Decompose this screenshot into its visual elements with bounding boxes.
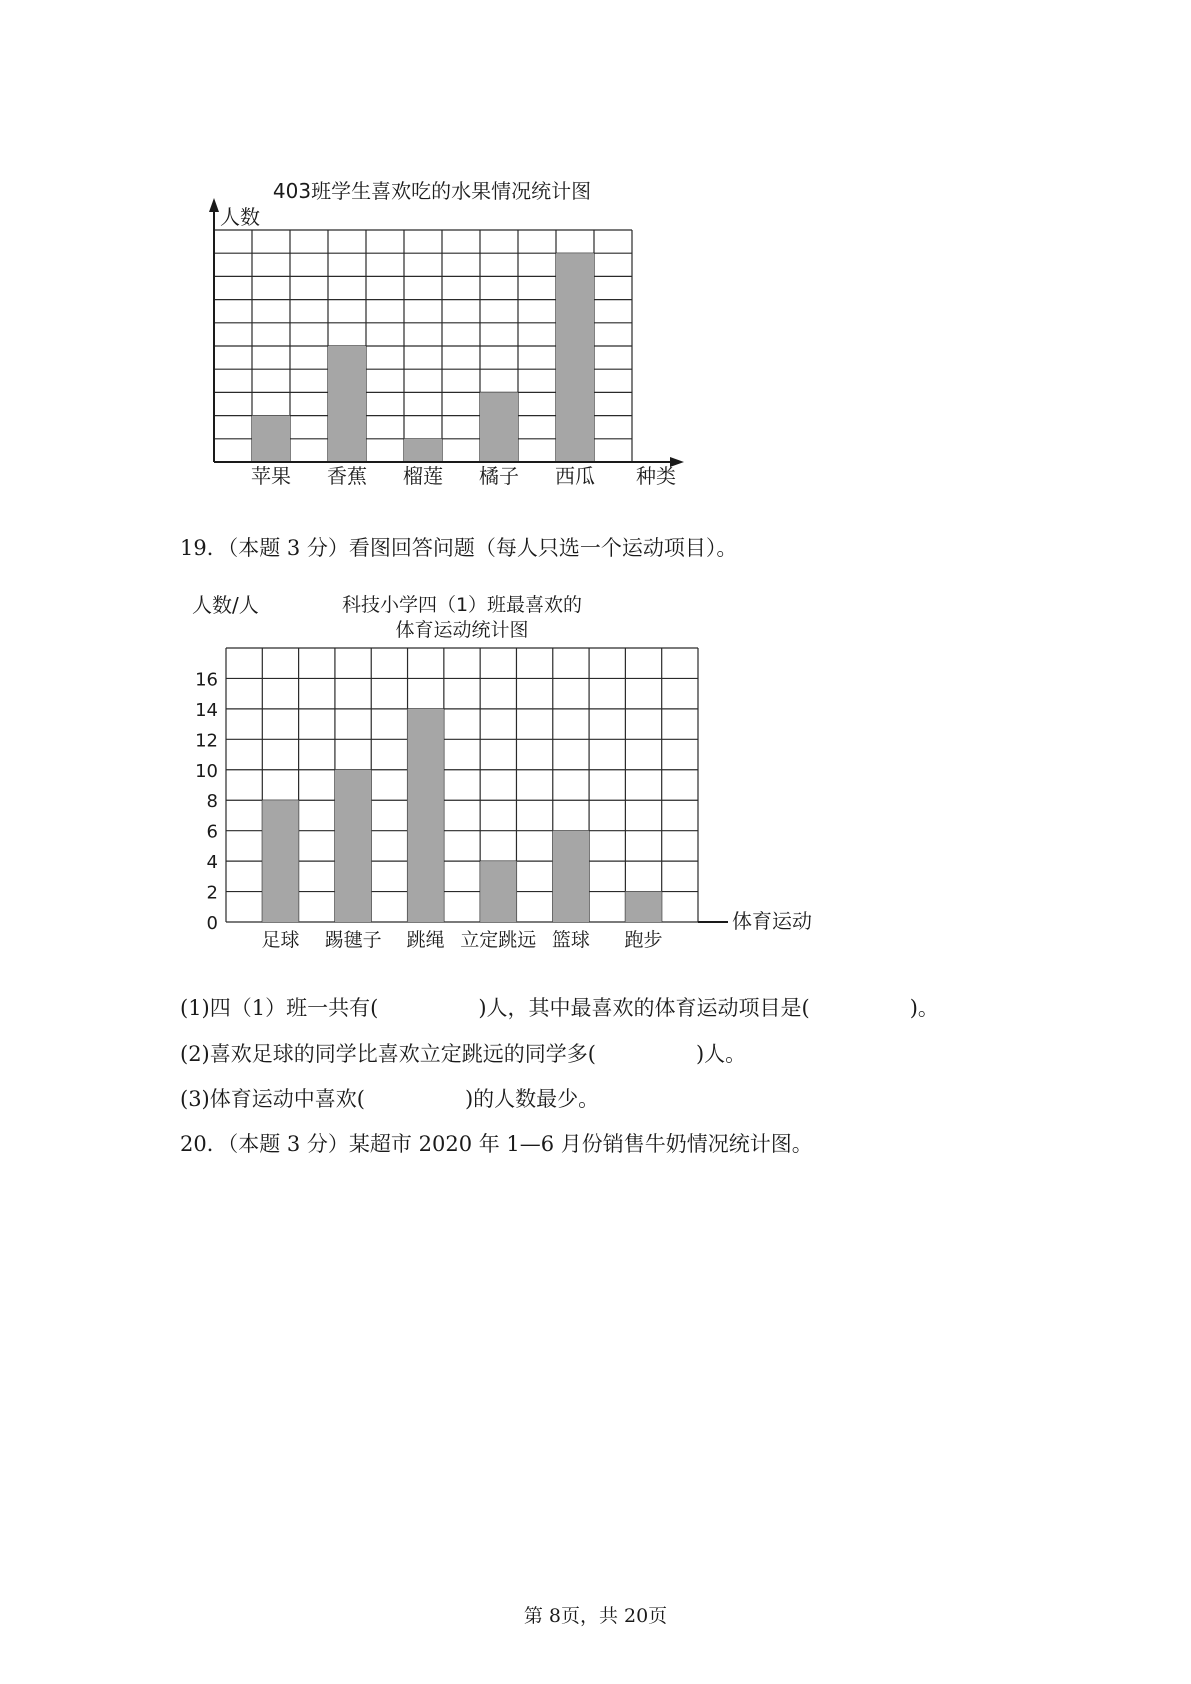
sports-y-tick-0: 0 <box>206 913 218 934</box>
q19-sub3-text-b: )的人数最少。 <box>464 1087 600 1111</box>
q19-sub3 <box>180 1083 599 1113</box>
sports-x-label: 体育运动 <box>732 909 812 933</box>
q19-sub3-text-a: (3)体育运动中喜欢( <box>180 1087 365 1111</box>
q19-sub1-text-a: (1)四（1）班一共有( <box>180 996 379 1020</box>
q19-sub1 <box>180 992 939 1022</box>
sports-bar-4 <box>553 831 589 922</box>
sports-bar-5 <box>625 892 661 922</box>
q19-sub2-text-b: )人。 <box>695 1042 747 1066</box>
sports-y-tick-14: 14 <box>195 699 218 721</box>
q20-heading: 20．（本题 3 分）某超市 2020 年 1—6 月份销售牛奶情况统计图。 <box>180 1132 813 1156</box>
fruit-category-label-0: 苹果 <box>251 464 291 488</box>
q19-sub1-text-b: )人，其中最喜欢的体育运动项目是( <box>478 996 810 1020</box>
sports-category-label-2: 跳绳 <box>406 929 445 951</box>
sports-y-tick-6: 6 <box>206 821 218 843</box>
sports-category-label-3: 立定跳远 <box>460 929 537 951</box>
q19-sub2-text-a: (2)喜欢足球的同学比喜欢立定跳远的同学多( <box>180 1042 596 1066</box>
sports-y-tick-10: 10 <box>195 760 218 782</box>
page-footer: 第 8页，共 20页 <box>523 1605 668 1627</box>
sports-bar-1 <box>335 770 371 922</box>
sports-category-label-4: 篮球 <box>551 929 590 951</box>
fruit-chart-title: 403班学生喜欢吃的水果情况统计图 <box>272 179 592 203</box>
sports-y-tick-8: 8 <box>206 791 218 813</box>
fruit-x-label: 种类 <box>636 464 676 488</box>
fruit-category-label-3: 橘子 <box>479 464 519 488</box>
sports-bar-0 <box>262 800 298 922</box>
sports-chart-bars <box>262 709 661 922</box>
sports-chart-title-line1: 科技小学四（1）班最喜欢的 <box>341 594 583 616</box>
fruit-category-label-4: 西瓜 <box>555 464 595 488</box>
fruit-category-label-1: 香蕉 <box>327 464 367 488</box>
sports-category-label-5: 跑步 <box>624 929 663 951</box>
sports-category-label-0: 足球 <box>261 929 300 951</box>
sports-chart-title-line2: 体育运动统计图 <box>395 619 529 641</box>
fruit-y-label: 人数 <box>220 205 260 229</box>
sports-y-tick-2: 2 <box>206 882 218 904</box>
sports-y-tick-4: 4 <box>206 852 218 874</box>
q19-sub2 <box>180 1038 746 1068</box>
sports-y-label: 人数/人 <box>192 593 259 617</box>
sports-y-tick-12: 12 <box>195 730 218 752</box>
sports-bar-3 <box>480 861 516 922</box>
sports-bar-2 <box>408 709 444 922</box>
q19-sub1-text-c: )。 <box>909 996 939 1020</box>
q19-heading: 19．（本题 3 分）看图回答问题（每人只选一个运动项目）。 <box>180 536 738 560</box>
sports-category-label-1: 踢毽子 <box>324 929 382 951</box>
sports-chart-y-ticks <box>195 669 218 934</box>
fruit-category-label-2: 榴莲 <box>403 464 443 488</box>
sports-y-tick-16: 16 <box>195 669 218 691</box>
sports-chart-category-labels <box>261 929 662 951</box>
